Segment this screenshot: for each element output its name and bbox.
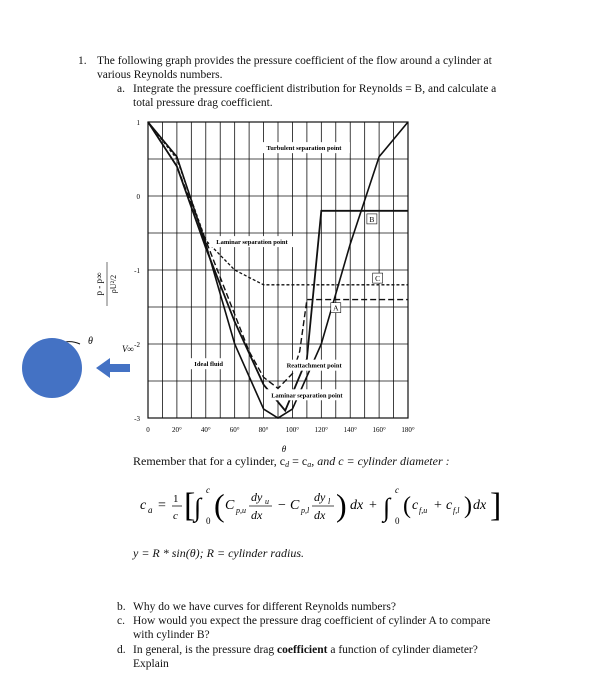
- pressure-coefficient-chart: [90, 112, 440, 457]
- svg-text:dy: dy: [251, 490, 263, 504]
- svg-text:∫: ∫: [383, 493, 391, 522]
- part-d-line1-bold: coefficient: [277, 644, 328, 656]
- annotation-label: Laminar separation point: [271, 392, 343, 400]
- annotation-label: Turbulent separation point: [266, 145, 342, 153]
- x-tick-label: 100°: [285, 426, 300, 434]
- x-tick-label: 0: [146, 426, 150, 434]
- question-intro-line1: The following graph provides the pressure coefficient of the flow around a cylinder at: [97, 55, 492, 67]
- annotation-label: C: [375, 274, 381, 284]
- remember-equals: = c: [289, 454, 308, 468]
- x-tick-label: 60°: [229, 426, 240, 434]
- x-tick-label: 180°: [401, 426, 415, 434]
- x-tick-label: 120°: [314, 426, 328, 434]
- part-d-line2: Explain: [133, 658, 169, 670]
- svg-text:c: c: [140, 498, 147, 513]
- part-c-label: c.: [117, 615, 125, 627]
- chart-annotations: [188, 142, 383, 400]
- question-intro-line2: various Reynolds numbers.: [97, 69, 223, 81]
- svg-text:dy: dy: [314, 490, 326, 504]
- part-d-line1-a: In general, is the pressure drag: [133, 644, 278, 656]
- svg-text:c: c: [395, 485, 399, 495]
- svg-text:dx: dx: [473, 498, 487, 513]
- svg-text:∫: ∫: [194, 493, 202, 522]
- part-d-line1: [133, 643, 478, 657]
- x-tick-label: 140°: [343, 426, 357, 434]
- y-definition: y = R * sin(θ); R = cylinder radius.: [133, 546, 305, 560]
- remember-tail: , and c = cylinder diameter :: [311, 454, 450, 468]
- svg-text:c: c: [446, 498, 453, 513]
- y-axis-label-denominator: ρU²/2: [109, 274, 118, 294]
- cylinder-figure: [20, 330, 130, 410]
- y-tick-label: 1: [136, 119, 140, 127]
- x-tick-label: 160°: [372, 426, 386, 434]
- annotation-label: Ideal fluid: [194, 361, 224, 369]
- y-tick-label: -3: [134, 415, 140, 423]
- x-tick-label: 80°: [258, 426, 269, 434]
- svg-text:+: +: [434, 498, 442, 513]
- svg-text:c: c: [412, 498, 419, 513]
- svg-text:C: C: [290, 498, 300, 513]
- annotation-label: B: [369, 214, 375, 224]
- svg-text:C: C: [225, 498, 235, 513]
- part-a-label: a.: [117, 83, 125, 95]
- svg-text:−: −: [278, 498, 286, 513]
- y-tick-label: -2: [134, 341, 140, 349]
- svg-text:=: =: [158, 498, 166, 513]
- part-a-line1: Integrate the pressure coefficient distribution for Reynolds = B, and calculate a: [133, 83, 497, 95]
- part-b-line1: Why do we have curves for different Reynolds numbers?: [133, 601, 396, 613]
- drag-coefficient-equation: [140, 478, 560, 536]
- chart-grid: [148, 122, 408, 418]
- part-d-line1-b: a function of cylinder diameter?: [327, 644, 478, 656]
- theta-label: θ: [88, 336, 93, 347]
- y-axis-label-numerator: p - p∞: [94, 272, 104, 296]
- svg-text:c: c: [206, 485, 210, 495]
- y-tick-label: -1: [134, 267, 140, 275]
- svg-text:): ): [464, 493, 472, 519]
- svg-text:l: l: [328, 497, 331, 506]
- part-a-line2: total pressure drag coefficient.: [133, 97, 273, 109]
- svg-text:p,u: p,u: [236, 506, 246, 515]
- flow-arrow: [96, 358, 130, 378]
- x-axis-label: θ: [281, 444, 287, 454]
- svg-text:a: a: [148, 505, 153, 515]
- annotation-label: A: [333, 303, 339, 313]
- x-tick-label: 40°: [200, 426, 211, 434]
- y-tick-label: 0: [136, 193, 140, 201]
- svg-text:dx: dx: [350, 498, 364, 513]
- svg-text:(: (: [403, 493, 411, 519]
- svg-text:p,l: p,l: [301, 506, 310, 515]
- svg-text:f,u: f,u: [419, 506, 428, 515]
- x-tick-label: 20°: [171, 426, 182, 434]
- remember-text: Remember that for a cylinder, c: [133, 454, 286, 468]
- cylinder-circle: [22, 338, 82, 398]
- annotation-label: Reattachment point: [286, 362, 342, 370]
- svg-text:(: (: [214, 487, 225, 523]
- svg-text:0: 0: [395, 516, 400, 526]
- svg-text:u: u: [265, 497, 269, 506]
- annotation-label: Laminar separation point: [216, 239, 288, 247]
- remember-line: Remember that for a cylinder, cd = ca, and c = cylinder diameter :: [133, 454, 450, 469]
- svg-text:c: c: [173, 510, 178, 522]
- part-c-line1: How would you expect the pressure drag coefficient of cylinder A to compare: [133, 615, 491, 627]
- svg-text:[: [: [184, 487, 196, 524]
- part-b-label: b.: [117, 601, 126, 613]
- v-inf-label: V∞: [122, 344, 134, 354]
- part-d-label: d.: [117, 644, 126, 656]
- part-c-line2: with cylinder B?: [133, 629, 210, 641]
- svg-text:dx: dx: [314, 508, 326, 522]
- svg-text:+: +: [369, 498, 377, 513]
- svg-text:dx: dx: [251, 508, 263, 522]
- svg-text:): ): [336, 487, 347, 523]
- svg-text:0: 0: [206, 516, 211, 526]
- question-number: 1.: [78, 55, 87, 67]
- svg-text:1: 1: [173, 493, 179, 505]
- svg-text:]: ]: [490, 487, 502, 524]
- svg-text:f,l: f,l: [453, 506, 460, 515]
